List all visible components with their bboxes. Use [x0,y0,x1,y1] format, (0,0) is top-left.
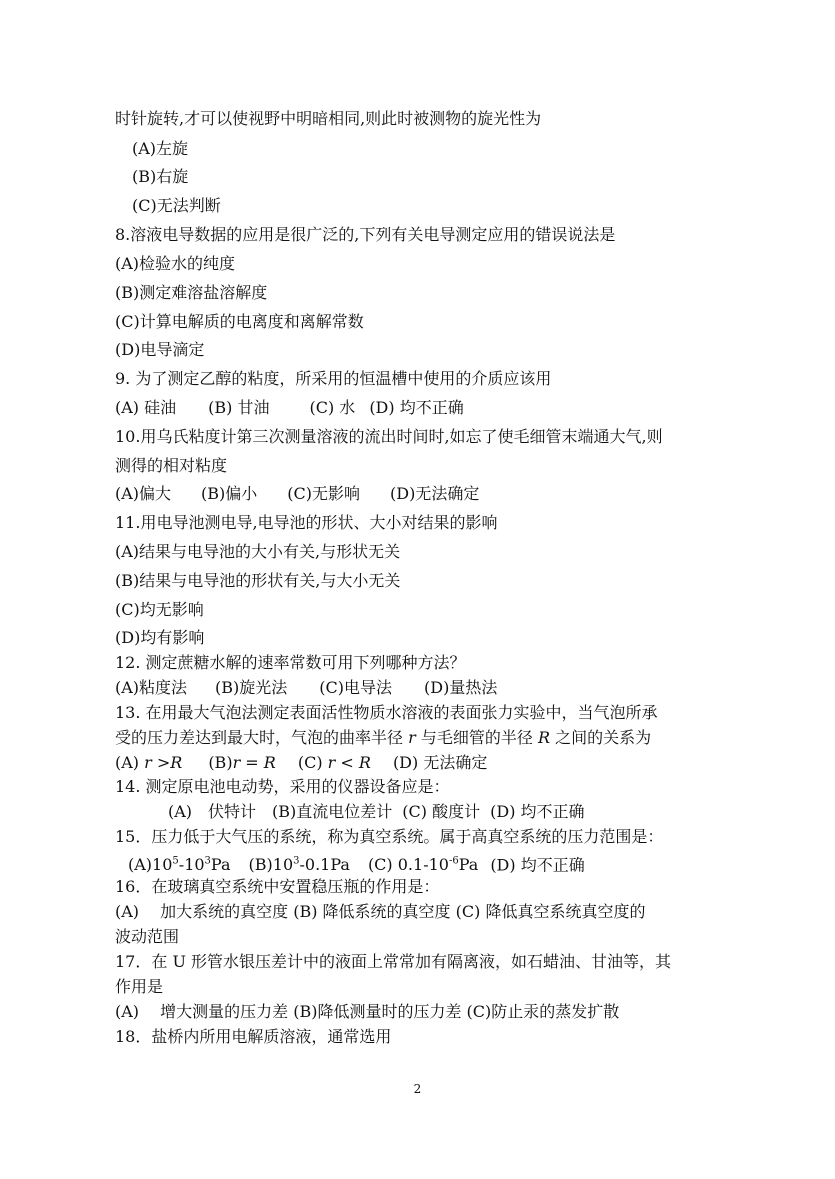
options-row [115,752,780,774]
option-b: (B)偏小 [201,484,258,503]
option-c: (C) r < R [297,753,371,772]
option-line: (B)结果与电导池的形状有关,与大小无关 [115,571,401,590]
question-15: 15．压力低于大气压的系统，称为真空系统。属于高真空系统的压力范围是： [115,827,664,846]
question-9: 9. 为了测定乙醇的粘度，所采用的恒温槽中使用的介质应该用 [115,369,552,388]
question-18: 18．盐桥内所用电解质溶液，通常选用 [115,1027,392,1046]
question-17: 17．在 U 形管水银压差计中的液面上常常加有隔离液，如石蜡油、甘油等，其 [115,952,672,971]
option-a: (A) 伏特计 [168,802,257,821]
question-8: 8.溶液电导数据的应用是很广泛的,下列有关电导测定应用的错误说法是 [115,225,616,244]
option-c: (C)无影响 [287,484,361,503]
question-12: 12. 测定蔗糖水解的速率常数可用下列哪种方法？ [115,653,466,672]
text-line: 测得的相对粘度 [115,456,228,475]
options-row [115,677,780,699]
question-10: 10.用乌氏粘度计第三次测量溶液的流出时间时,如忘了使毛细管末端通大气,则 [115,427,663,446]
question-11: 11.用电导池测电导,电导池的形状、大小对结果的影响 [115,513,498,532]
options-row [128,851,793,876]
option-b: (B)旋光法 [215,678,288,697]
option-d: (D) 均不正确 [490,855,585,875]
option-b: (B) 甘油 [208,398,270,417]
option-b: (B)直流电位差计 [272,802,393,821]
option-line: (A)检验水的纯度 [115,254,236,273]
option-c: (C) 酸度计 [402,802,481,821]
option-b: $(B)10^3-0.1Pa$ [248,855,350,875]
option-line: (B)测定难溶盐溶解度 [115,283,268,302]
option-d: (D) 无法确定 [392,753,488,772]
option-a: (A)偏大 [115,484,172,503]
option-d: (D)无法确定 [390,484,480,503]
option-c: (C)电导法 [319,678,393,697]
options-row [115,397,780,419]
text-line: (A) 增大测量的压力差 (B)降低测量时的压力差 (C)防止汞的蒸发扩散 [115,1002,620,1021]
option-d: (D) 均不正确 [490,802,585,821]
option-b: (B)r = R [208,753,276,772]
options-row [115,483,780,505]
option-a: (A) r >R [115,753,183,772]
text-line: 波动范围 [115,927,180,946]
question-14: 14. 测定原电池电动势，采用的仪器设备应是： [115,777,450,796]
options-row [168,801,833,823]
option-d: (D) 均不正确 [369,398,464,417]
question-16: 16．在玻璃真空系统中安置稳压瓶的作用是： [115,877,440,896]
option-line: (C)均无影响 [115,600,204,619]
text-line: 受的压力差达到最大时，气泡的曲率半径 r 与毛细管的半径 R 之间的关系为 [115,728,652,747]
option-a: $(A)10^5-10^3Pa$ [128,855,231,875]
option-line: (D)均有影响 [115,628,205,647]
question-13: 13. 在用最大气泡法测定表面活性物质水溶液的表面张力实验中，当气泡所承 [115,703,658,722]
text-line: 作用是 [115,977,164,996]
option-line: (D)电导滴定 [115,340,205,359]
option-a: (A) 硅油 [115,398,177,417]
option-c: (C) 水 [309,398,356,417]
option-d: (D)量热法 [424,678,498,697]
text-line: (A) 加大系统的真空度 (B) 降低系统的真空度 (C) 降低真空系统真空度的 [115,902,646,921]
option-line: (B)右旋 [132,167,189,186]
page-number: 2 [413,1082,422,1096]
option-line: (A)左旋 [132,139,189,158]
text-line: 时针旋转,才可以使视野中明暗相同,则此时被测物的旋光性为 [115,109,542,128]
option-line: (C)无法判断 [132,196,221,215]
option-line: (A)结果与电导池的大小有关,与形状无关 [115,542,401,561]
option-line: (C)计算电解质的电离度和离解常数 [115,312,364,331]
option-a: (A)粘度法 [115,678,188,697]
option-c: (C) $0.1-10^{-6}Pa$ [367,855,479,875]
